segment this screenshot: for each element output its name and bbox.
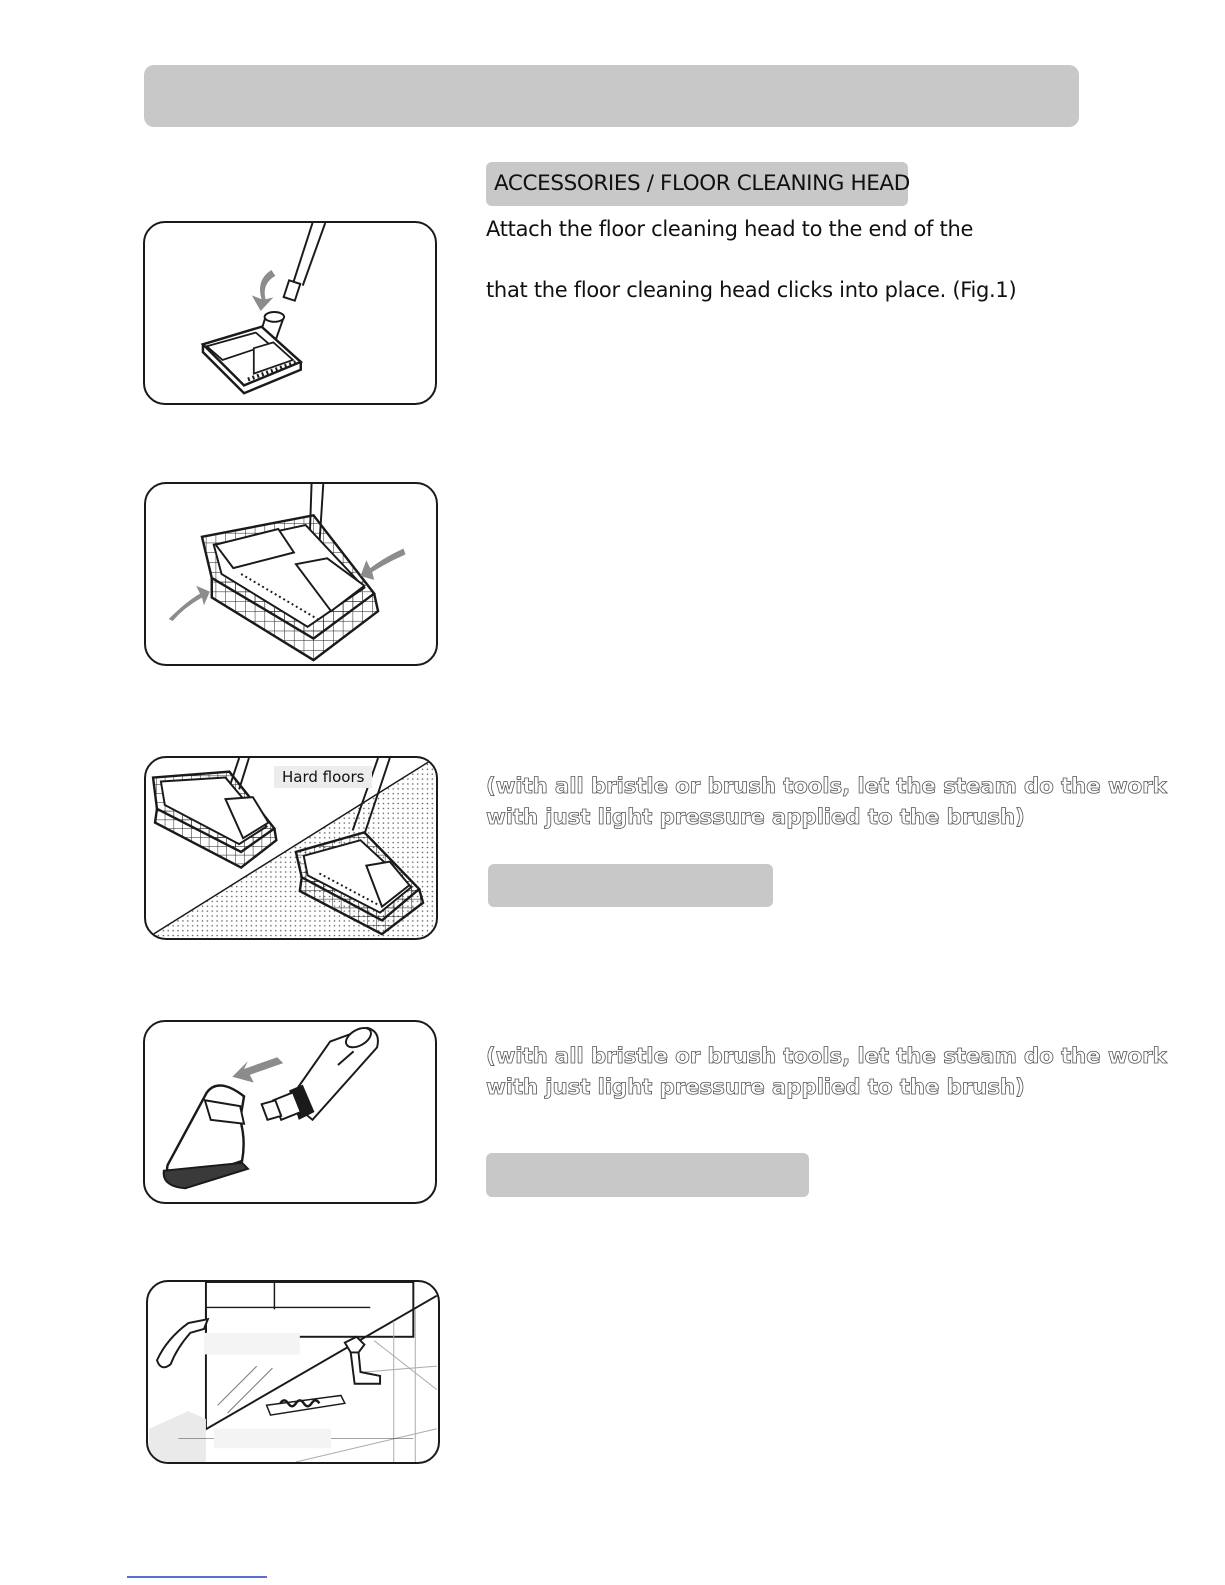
figure-4-attach-triangle-brush [143, 1020, 437, 1204]
down-arrow-icon [252, 270, 275, 311]
instruction-line-1: Attach the floor cleaning head to the end of the [486, 217, 974, 241]
brush-note-line-1: (with all bristle or brush tools, let the steam do the work [486, 774, 1167, 799]
window-bath-cleaning-illustration [148, 1282, 438, 1462]
footer-link-underline [127, 1576, 267, 1578]
brush-note-line-2: with just light pressure applied to the brush) [486, 805, 1025, 830]
triangle-brush-attach-illustration [145, 1022, 435, 1202]
left-arrow-icon [232, 1057, 283, 1082]
instruction-line-2: that the floor cleaning head clicks into place. (Fig.1) [486, 278, 1017, 302]
cloth-fitting-illustration [146, 484, 436, 664]
figure-5-window-and-tiles [146, 1280, 440, 1464]
floor-head-attach-illustration [145, 223, 435, 403]
brush-note-line-3: (with all bristle or brush tools, let the steam do the work [486, 1044, 1167, 1069]
header-banner [144, 65, 1079, 127]
left-arrow-icon [360, 549, 405, 580]
section-heading-blank-2 [486, 1153, 809, 1197]
figure-2-fit-cleaning-cloth [144, 482, 438, 666]
figure-1-attach-floor-head [143, 221, 437, 405]
section-heading-floor-cleaning-head [486, 162, 908, 206]
figure-3-floor-types [144, 756, 438, 940]
section-heading-text: ACCESSORIES / FLOOR CLEANING HEAD [494, 171, 910, 196]
section-heading-blank-1 [488, 864, 773, 907]
right-arrow-icon [169, 586, 210, 621]
hard-floors-label: Hard floors [274, 766, 372, 788]
brush-note-line-4: with just light pressure applied to the brush) [486, 1075, 1025, 1100]
